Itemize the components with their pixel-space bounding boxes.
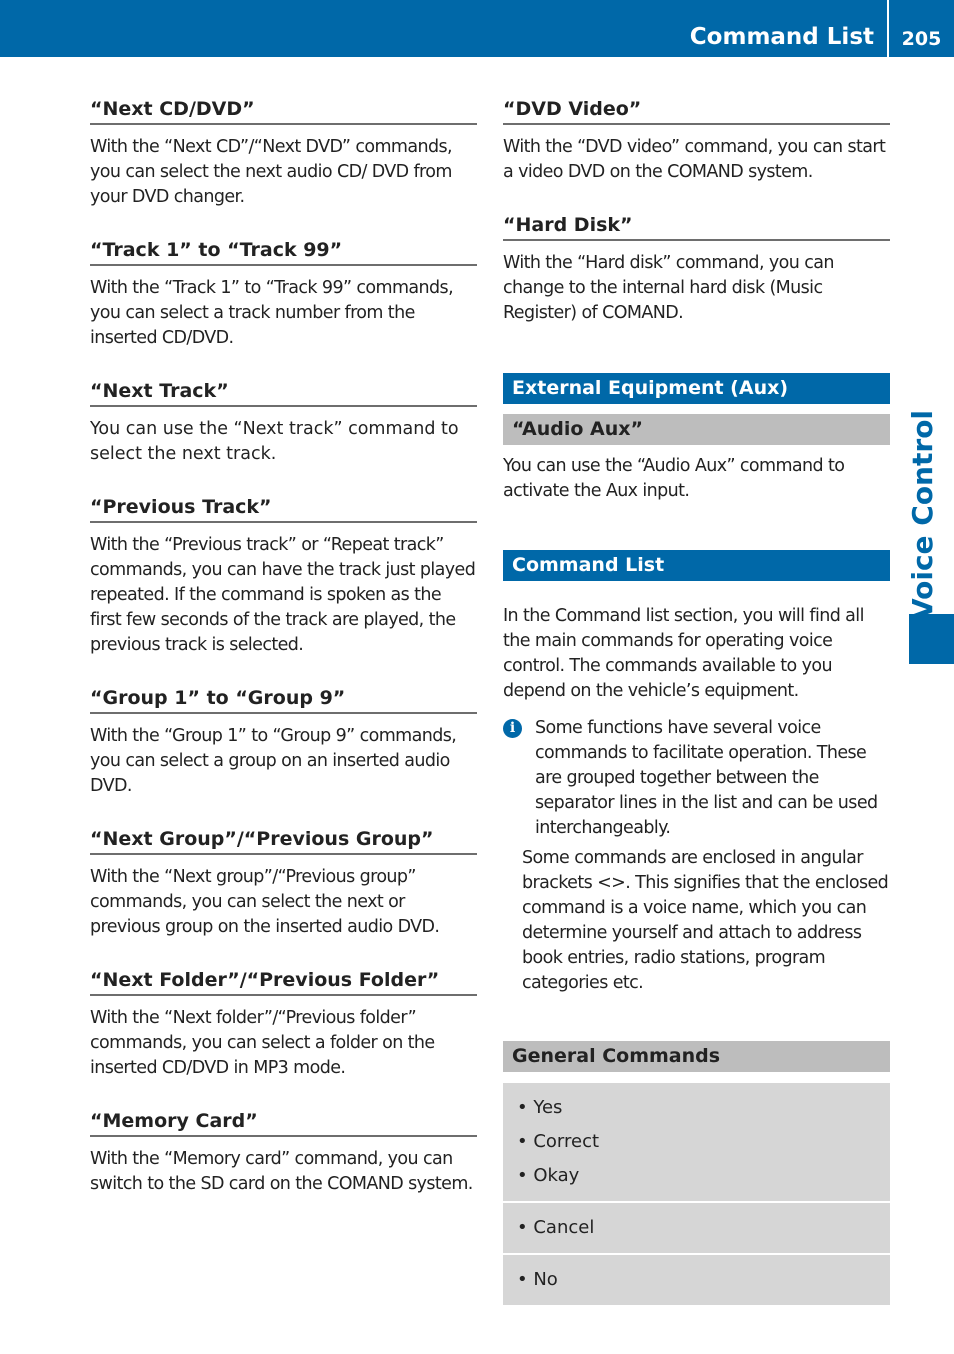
section-next-track [90, 378, 477, 467]
command-group [503, 1203, 890, 1253]
section-next-previous-group [90, 826, 477, 940]
running-title: Command List [689, 24, 874, 50]
section-bar-external-equipment: External Equipment (Aux) [503, 373, 890, 404]
command-item: • Yes [517, 1097, 563, 1118]
section-heading: “Next Folder”/“Previous Folder” [90, 967, 477, 996]
section-heading: “Next Group”/“Previous Group” [90, 826, 477, 855]
section-tab [909, 614, 954, 664]
command-group [503, 1083, 890, 1201]
section-track [90, 237, 477, 351]
page-number: 205 [901, 28, 942, 50]
section-body: With the “Next folder”/“Previous folder” commands, you can select a folder on the inserted CD/DVD in MP3 mode. [90, 1008, 435, 1078]
section-body: With the “Previous track” or “Repeat track” commands, you can have the track just played repeated. If the command is spoken as the first few seconds of the track are played, the previous track is selected. [90, 535, 476, 655]
section-bar-general-commands: General Commands [503, 1041, 890, 1072]
command-item: • Cancel [517, 1217, 595, 1238]
command-item: • No [517, 1269, 558, 1290]
info-paragraph: Some functions have several voice commands to facilitate operation. These are grouped together between the separator lines in the list and can be used interchangeably. [535, 718, 878, 838]
section-memory-card [90, 1108, 477, 1197]
section-external-equipment [503, 373, 890, 504]
section-body: With the “Next CD”/“Next DVD” commands, you can select the next audio CD/ DVD from your DVD changer. [90, 137, 452, 207]
info-texts [522, 716, 890, 841]
section-body: With the “DVD video” command, you can start a video DVD on the COMAND system. [503, 137, 886, 182]
section-body: You can use the “Next track” command to select the next track. [90, 419, 459, 464]
section-next-cd-dvd [90, 96, 477, 210]
section-body: With the “Next group”/“Previous group” commands, you can select the next or previous group on the inserted audio DVD. [90, 867, 440, 937]
section-heading: “Next CD/DVD” [90, 96, 477, 125]
section-heading: “Track 1” to “Track 99” [90, 237, 477, 266]
section-body: With the “Hard disk” command, you can change to the internal hard disk (Music Register) of COMAND. [503, 253, 834, 323]
section-group [90, 685, 477, 799]
section-heading: “Hard Disk” [503, 212, 890, 241]
subsection-bar-audio-aux: “Audio Aux” [503, 414, 890, 445]
section-command-list [503, 550, 890, 996]
info-icon: i [503, 719, 522, 738]
left-column [90, 96, 477, 1197]
command-list-intro: In the Command list section, you will find all the main commands for operating voice control. The commands available to you depend on the vehicle’s equipment. [503, 606, 864, 701]
section-body: You can use the “Audio Aux” command to activate the Aux input. [503, 456, 845, 501]
info-note [503, 716, 890, 841]
section-general-commands [503, 1041, 890, 1305]
section-heading: “DVD Video” [503, 96, 890, 125]
section-heading: “Memory Card” [90, 1108, 477, 1137]
section-tab-label: Voice Control [905, 409, 939, 621]
command-item: • Correct [517, 1131, 600, 1152]
section-next-previous-folder [90, 967, 477, 1081]
command-item: • Okay [517, 1165, 580, 1186]
section-hard-disk [503, 212, 890, 326]
section-body: With the “Track 1” to “Track 99” commands, you can select a track number from the inserted CD/DVD. [90, 278, 454, 348]
section-previous-track [90, 494, 477, 658]
section-dvd-video [503, 96, 890, 185]
section-body: With the “Group 1” to “Group 9” commands, you can select a group on an inserted audio DVD. [90, 726, 457, 796]
section-heading: “Group 1” to “Group 9” [90, 685, 477, 714]
right-column [503, 96, 890, 1305]
command-group [503, 1255, 890, 1305]
info-paragraph: Some commands are enclosed in angular brackets <>. This signifies that the enclosed command is a voice name, which you can determine yourself and attach to address book entries, radio stations, program categories etc. [522, 848, 889, 993]
section-heading: “Next Track” [90, 378, 477, 407]
section-body: With the “Memory card” command, you can switch to the SD card on the COMAND system. [90, 1149, 473, 1194]
section-bar-command-list: Command List [503, 550, 890, 581]
section-heading: “Previous Track” [90, 494, 477, 523]
